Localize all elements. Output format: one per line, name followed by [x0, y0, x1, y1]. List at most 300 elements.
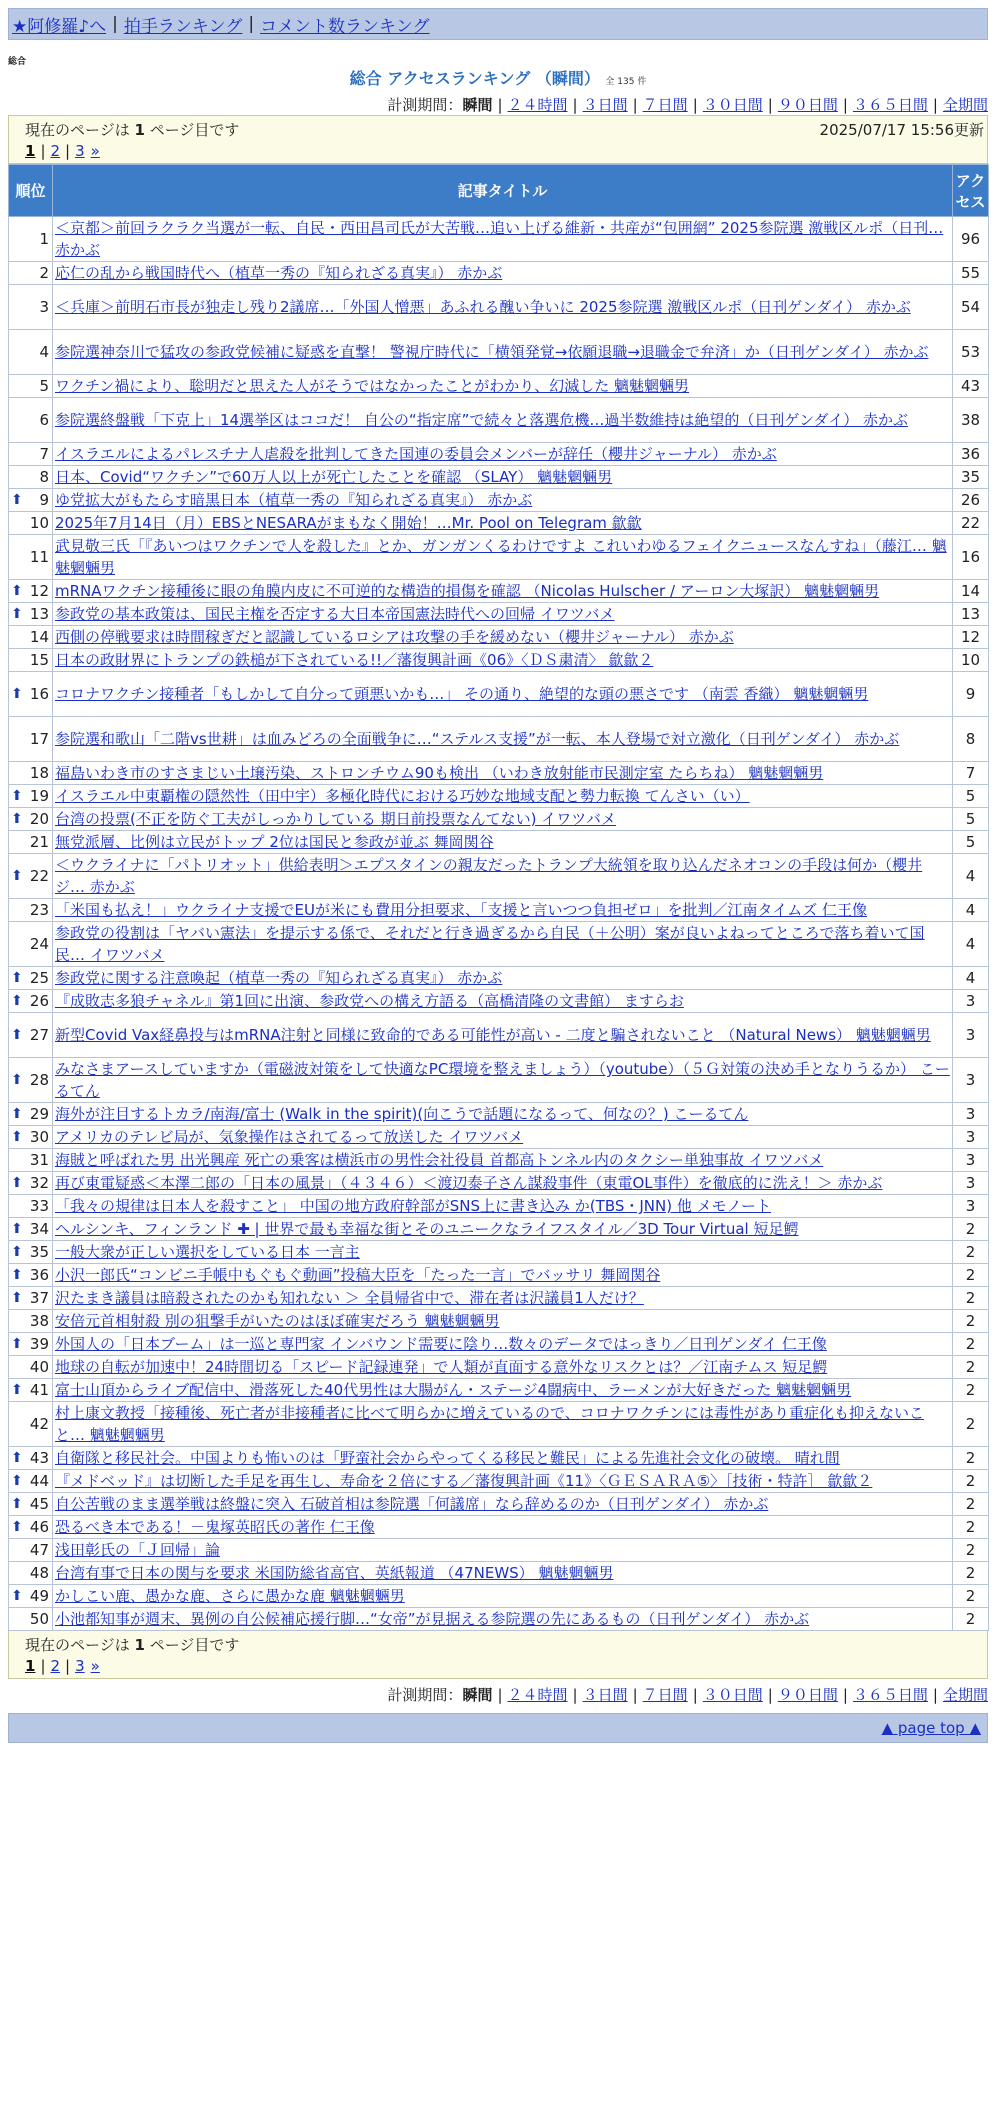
article-link[interactable]: ＜ウクライナに「パトリオット」供給表明＞エプスタインの親友だったトランプ大統領を取り込んだネオコンの手段は何か（櫻井ジ… 赤かぶ	[55, 856, 923, 896]
header-access: アクセス	[953, 165, 989, 217]
rank-cell	[9, 717, 53, 762]
up-arrow-icon: ⬆	[11, 492, 23, 508]
period-option[interactable]: ９０日間	[777, 1686, 838, 1704]
page-link[interactable]: 1	[25, 142, 36, 160]
rank-cell	[9, 466, 53, 489]
rank-cell	[9, 785, 53, 808]
table-row	[9, 990, 989, 1013]
rank-number: 33	[29, 1197, 49, 1215]
period-option[interactable]: ２４時間	[507, 96, 568, 114]
rank-cell	[9, 1310, 53, 1333]
title-cell	[53, 762, 953, 785]
period-option[interactable]: ３日間	[582, 1686, 628, 1704]
rank-cell	[9, 1516, 53, 1539]
up-arrow-icon: ⬆	[11, 993, 23, 1009]
rank-cell	[9, 854, 53, 899]
rank-cell	[9, 1379, 53, 1402]
page	[8, 8, 988, 1743]
rank-number: 18	[29, 764, 49, 782]
article-link[interactable]: mRNAワクチン接種後に眼の角膜内皮に不可逆的な構造的損傷を確認 （Nicolas Hulscher / アーロン大塚訳） 魑魅魍魎男	[55, 582, 880, 600]
page-top-link[interactable]: ▲ page top ▲	[881, 1719, 981, 1737]
period-option[interactable]: ７日間	[642, 1686, 688, 1704]
rank-cell	[9, 1356, 53, 1379]
title-cell	[53, 1264, 953, 1287]
access-count: 55	[953, 262, 989, 285]
article-link[interactable]: イスラエル中東覇権の隠然性（田中宇）多極化時代における巧妙な地域支配と勢力転換 てんさい（い）	[55, 787, 750, 805]
rank-cell	[9, 262, 53, 285]
article-link[interactable]: 参院選神奈川で猛攻の参政党候補に疑惑を直撃！ 警視庁時代に「横領発覚→依願退職→退職金で弁済」か（日刊ゲンダイ） 赤かぶ	[55, 343, 929, 361]
access-count: 26	[953, 489, 989, 512]
access-count: 38	[953, 398, 989, 443]
title-cell	[53, 899, 953, 922]
rank-number: 25	[29, 969, 49, 987]
access-count: 14	[953, 580, 989, 603]
title-cell	[53, 1402, 953, 1447]
page-title	[8, 66, 988, 89]
home-link[interactable]: ★阿修羅♪へ	[12, 16, 107, 37]
article-link[interactable]: 浅田彰氏の「Ｊ回帰」論	[55, 1541, 221, 1559]
title-cell	[53, 967, 953, 990]
up-arrow-icon: ⬆	[11, 1244, 23, 1260]
clap-ranking-link[interactable]: 拍手ランキング	[123, 16, 243, 37]
rank-cell	[9, 1013, 53, 1058]
table-row	[9, 1562, 989, 1585]
access-count: 5	[953, 785, 989, 808]
rank-cell	[9, 443, 53, 466]
article-link[interactable]: 『成敗志多狼チャネル』第1回に出演、参政党への構え方語る（高橋清隆の文書館） ますらお	[55, 992, 684, 1010]
article-link[interactable]: 参政党の役割は「ヤバい憲法」を提示する係で、それだと行き過ぎるから自民（＋公明）案が良いよねってところで落ち着いて国民… イワツバメ	[55, 924, 925, 964]
table-row	[9, 1539, 989, 1562]
table-row	[9, 1585, 989, 1608]
up-arrow-icon: ⬆	[11, 1496, 23, 1512]
period-option[interactable]: ３０日間	[702, 96, 763, 114]
up-arrow-icon: ⬆	[11, 1336, 23, 1352]
title-cell	[53, 580, 953, 603]
rank-number: 30	[29, 1128, 49, 1146]
period-option[interactable]: ３０日間	[702, 1686, 763, 1704]
title-cell	[53, 1310, 953, 1333]
period-option[interactable]: ３６５日間	[852, 1686, 928, 1704]
rank-cell	[9, 535, 53, 580]
rank-number: 21	[29, 833, 49, 851]
period-option[interactable]: 全期間	[942, 96, 988, 114]
title-cell	[53, 375, 953, 398]
up-arrow-icon: ⬆	[11, 1129, 23, 1145]
rank-number: 26	[29, 992, 49, 1010]
access-count: 54	[953, 285, 989, 330]
rank-number: 8	[39, 468, 49, 486]
rank-number: 24	[29, 935, 49, 953]
title-cell	[53, 922, 953, 967]
bottom-bar	[8, 1713, 988, 1743]
access-count: 16	[953, 535, 989, 580]
rank-number: 41	[29, 1381, 49, 1399]
table-row	[9, 1608, 989, 1631]
article-link[interactable]: 小池都知事が週末、異例の自公候補応援行脚…“女帝”が見据える参院選の先にあるもの（日刊ゲンダイ） 赤かぶ	[55, 1610, 810, 1628]
up-arrow-icon: ⬆	[11, 583, 23, 599]
rank-cell	[9, 990, 53, 1013]
rank-cell	[9, 967, 53, 990]
rank-number: 3	[39, 298, 49, 316]
table-row	[9, 1013, 989, 1058]
title-cell	[53, 1608, 953, 1631]
rank-cell	[9, 217, 53, 262]
rank-number: 48	[29, 1564, 49, 1582]
article-link[interactable]: 福島いわき市のすさまじい土壌汚染、ストロンチウム90も検出 （いわき放射能市民測定室 たらちね） 魑魅魍魎男	[55, 764, 824, 782]
table-row	[9, 1195, 989, 1218]
title-cell	[53, 285, 953, 330]
period-option[interactable]: ３日間	[582, 96, 628, 114]
period-label: 計測期間：	[387, 96, 463, 114]
table-row	[9, 967, 989, 990]
table-row	[9, 672, 989, 717]
rank-number: 29	[29, 1105, 49, 1123]
up-arrow-icon: ⬆	[11, 970, 23, 986]
article-link[interactable]: ワクチン禍により、聡明だと思えた人がそうではなかったことがわかり、幻滅した 魑魅魍魎男	[55, 377, 690, 395]
up-arrow-icon: ⬆	[11, 1519, 23, 1535]
rank-number: 28	[29, 1071, 49, 1089]
table-row	[9, 1241, 989, 1264]
title-cell	[53, 626, 953, 649]
page-link[interactable]: 3	[75, 142, 85, 160]
up-arrow-icon: ⬆	[11, 1106, 23, 1122]
rank-number: 16	[29, 685, 49, 703]
access-count: 96	[953, 217, 989, 262]
title-cell	[53, 1195, 953, 1218]
rank-cell	[9, 626, 53, 649]
article-link[interactable]: 恐るべき本である！－鬼塚英昭氏の著作 仁王像	[55, 1518, 375, 1536]
comment-ranking-link[interactable]: コメント数ランキング	[260, 16, 430, 37]
table-row	[9, 1103, 989, 1126]
access-count: 3	[953, 1126, 989, 1149]
page-link[interactable]: 1	[25, 1657, 36, 1675]
rank-number: 36	[29, 1266, 49, 1284]
table-row	[9, 1172, 989, 1195]
title-cell	[53, 489, 953, 512]
article-link[interactable]: 西側の停戦要求は時間稼ぎだと認識しているロシアは攻撃の手を緩めない（櫻井ジャーナル） 赤かぶ	[55, 628, 734, 646]
title-cell	[53, 785, 953, 808]
rank-number: 12	[29, 582, 49, 600]
article-link[interactable]: みなさまアースしていますか（電磁波対策をして快適なPC環境を整えましょう）（youtube）（５Ｇ対策の決め手となりうるか） こーるてん	[55, 1060, 950, 1100]
up-arrow-icon: ⬆	[11, 686, 23, 702]
table-row	[9, 1126, 989, 1149]
rank-number: 40	[29, 1358, 49, 1376]
title-cell	[53, 649, 953, 672]
article-link[interactable]: 外国人の「日本ブーム」は一巡と専門家 インバウンド需要に陰り…数々のデータではっきり／日刊ゲンダイ 仁王像	[55, 1335, 827, 1353]
title-cell	[53, 672, 953, 717]
table-row	[9, 1218, 989, 1241]
access-count: 3	[953, 1013, 989, 1058]
pager-top: 1 | 2 | 3 »	[25, 142, 100, 160]
up-arrow-icon: ⬆	[11, 1267, 23, 1283]
rank-cell	[9, 398, 53, 443]
rank-cell	[9, 1058, 53, 1103]
table-row	[9, 285, 989, 330]
access-count: 2	[953, 1516, 989, 1539]
article-link[interactable]: 再び東電疑惑＜本澤二郎の「日本の風景」（４３４６）＜渡辺泰子さん謀殺事件（東電OL事件）を徹底的に洗え！＞ 赤かぶ	[55, 1174, 883, 1192]
rank-cell	[9, 1172, 53, 1195]
article-link[interactable]: 村上康文教授「接種後、死亡者が非接種者に比べて明らかに増えているので、コロナワクチンには毒性があり重症化も抑えないこと… 魑魅魍魎男	[55, 1404, 924, 1444]
title-cell	[53, 1013, 953, 1058]
rank-number: 47	[29, 1541, 49, 1559]
title-cell	[53, 443, 953, 466]
table-row	[9, 1356, 989, 1379]
article-link[interactable]: 武見敬三氏「『あいつはワクチンで人を殺した』とか、ガンガンくるわけですよ これいわゆるフェイクニュースなんすね」（藤江… 魑魅魍魎男	[55, 537, 947, 577]
table-row	[9, 443, 989, 466]
table-row	[9, 1402, 989, 1447]
rank-number: 17	[29, 730, 49, 748]
article-link[interactable]: ＜兵庫＞前明石市長が独走し残り2議席…「外国人憎悪」あふれる醜い争いに 2025参院選 激戦区ルポ（日刊ゲンダイ） 赤かぶ	[55, 298, 911, 316]
period-selector-bottom: 計測期間：瞬間 | ２４時間 | ３日間 | ７日間 | ３０日間 | ９０日間 | ３６５日間 | 全期間	[387, 1686, 988, 1704]
rank-number: 42	[29, 1415, 49, 1433]
rank-cell	[9, 603, 53, 626]
title-cell	[53, 1539, 953, 1562]
period-selector-top: 計測期間：瞬間 | ２４時間 | ３日間 | ７日間 | ３０日間 | ９０日間 | ３６５日間 | 全期間	[387, 96, 988, 114]
title-cell	[53, 330, 953, 375]
access-count: 3	[953, 1103, 989, 1126]
article-link[interactable]: 『メドベッド』は切断した手足を再生し、寿命を２倍にする／藩復興計画《11》〈ＧＥＳＡＲＡ⑤〉［技術・特許］ 歙歙２	[55, 1472, 873, 1490]
rank-number: 38	[29, 1312, 49, 1330]
access-count: 53	[953, 330, 989, 375]
current-page-text: 現在のページは 1 ページ目です	[25, 120, 240, 139]
access-count: 2	[953, 1447, 989, 1470]
article-link[interactable]: 無党派層、比例は立民がトップ 2位は国民と参政が並ぶ 舞岡関谷	[55, 833, 494, 851]
article-link[interactable]: 参政党に関する注意喚起（植草一秀の『知られざる真実』） 赤かぶ	[55, 969, 503, 987]
rank-number: 49	[29, 1587, 49, 1605]
top-nav-bar: ★阿修羅♪へ | 拍手ランキング | コメント数ランキング	[8, 8, 988, 40]
access-count: 35	[953, 466, 989, 489]
table-row	[9, 1058, 989, 1103]
table-row	[9, 398, 989, 443]
title-cell	[53, 831, 953, 854]
article-link[interactable]: 沢たまき議員は暗殺されたのかも知れない ＞ 全員帰省中で、滞在者は沢議員1人だけ？	[55, 1289, 644, 1307]
access-count: 10	[953, 649, 989, 672]
period-option[interactable]: ９０日間	[777, 96, 838, 114]
access-count: 4	[953, 854, 989, 899]
access-count: 36	[953, 443, 989, 466]
access-count: 12	[953, 626, 989, 649]
page-link[interactable]: 2	[50, 1657, 61, 1675]
updated-time: 2025/07/17 15:56更新	[819, 120, 984, 139]
table-row	[9, 535, 989, 580]
table-row	[9, 1470, 989, 1493]
access-count: 2	[953, 1310, 989, 1333]
rank-cell	[9, 375, 53, 398]
rank-number: 44	[29, 1472, 49, 1490]
title-cell	[53, 808, 953, 831]
table-row	[9, 922, 989, 967]
rank-cell	[9, 1126, 53, 1149]
access-count: 5	[953, 831, 989, 854]
rank-cell	[9, 1447, 53, 1470]
rank-number: 35	[29, 1243, 49, 1261]
access-count: 2	[953, 1470, 989, 1493]
table-row	[9, 808, 989, 831]
access-count: 2	[953, 1493, 989, 1516]
table-row	[9, 330, 989, 375]
period-option[interactable]: ３６５日間	[852, 96, 928, 114]
article-link[interactable]: 富士山頂からライブ配信中、滑落死した40代男性は大腸がん・ステージ4闘病中、ラーメンが大好きだった 魑魅魍魎男	[55, 1381, 852, 1399]
access-count: 7	[953, 762, 989, 785]
title-cell	[53, 990, 953, 1013]
article-link[interactable]: 「米国も払え！」ウクライナ支援でEUが米にも費用分担要求、「支援と言いつつ負担ゼロ」を批判／江南タイムズ 仁王像	[55, 901, 867, 919]
article-link[interactable]: 2025年7月14日（月）EBSとNESARAがまもなく開始！…Mr. Pool on Telegram 歙歙	[55, 514, 642, 532]
page-link[interactable]: 2	[50, 142, 61, 160]
article-link[interactable]: 地球の自転が加速中！24時間切る「スピード記録連発」で人類が直面する意外なリスクとは？／江南チムス 短足鰐	[55, 1358, 828, 1376]
rank-cell	[9, 1149, 53, 1172]
period-option[interactable]: 全期間	[942, 1686, 988, 1704]
title-cell	[53, 1172, 953, 1195]
rank-number: 7	[39, 445, 49, 463]
title-cell	[53, 1058, 953, 1103]
access-count: 2	[953, 1379, 989, 1402]
title-cell	[53, 1562, 953, 1585]
table-row	[9, 626, 989, 649]
table-row	[9, 1287, 989, 1310]
title-cell	[53, 1356, 953, 1379]
access-count: 3	[953, 1149, 989, 1172]
table-row	[9, 899, 989, 922]
access-count: 2	[953, 1218, 989, 1241]
table-row	[9, 1333, 989, 1356]
access-count: 13	[953, 603, 989, 626]
rank-cell	[9, 1608, 53, 1631]
table-row	[9, 1493, 989, 1516]
up-arrow-icon: ⬆	[11, 1290, 23, 1306]
rank-cell	[9, 1470, 53, 1493]
article-link[interactable]: ヘルシンキ、フィンランド ✚ | 世界で最も幸福な街とそのユニークなライフスタイル／3D Tour Virtual 短足鰐	[55, 1220, 799, 1238]
access-count: 2	[953, 1562, 989, 1585]
title-cell	[53, 1493, 953, 1516]
next-page-link[interactable]: »	[90, 142, 100, 160]
access-count: 2	[953, 1333, 989, 1356]
period-option[interactable]: ２４時間	[507, 1686, 568, 1704]
article-link[interactable]: 小沢一郎氏“コンビニ手帳中もぐもぐ動画”投稿大臣を「たった一言」でバッサリ 舞岡関谷	[55, 1266, 661, 1284]
rank-number: 31	[29, 1151, 49, 1169]
article-link[interactable]: 海外が注目するトカラ/南海/富士 (Walk in the spirit)(向こうで話題になるって、何なの？) こーるてん	[55, 1105, 749, 1123]
rank-cell	[9, 831, 53, 854]
rank-number: 11	[29, 548, 49, 566]
rank-number: 19	[29, 787, 49, 805]
table-row	[9, 1310, 989, 1333]
article-link[interactable]: 一般大衆が正しい選択をしている日本 一言主	[55, 1243, 360, 1261]
rank-cell	[9, 1402, 53, 1447]
access-count: 3	[953, 1058, 989, 1103]
article-link[interactable]: 参政党の基本政策は、国民主権を否定する大日本帝国憲法時代への回帰 イワツバメ	[55, 605, 615, 623]
access-count: 8	[953, 717, 989, 762]
article-link[interactable]: 日本、Covid“ワクチン”で60万人以上が死亡したことを確認 （SLAY） 魑魅魍魎男	[55, 468, 613, 486]
next-page-link[interactable]: »	[90, 1657, 100, 1675]
article-link[interactable]: 自公苦戦のまま選挙戦は終盤に突入 石破首相は参院選「何議席」なら辞めるのか（日刊ゲンダイ） 赤かぶ	[55, 1495, 769, 1513]
rank-cell	[9, 489, 53, 512]
article-link[interactable]: ＜京都＞前回ラクラク当選が一転、自民・西田昌司氏が大苦戦…追い上げる維新・共産が“包囲網” 2025参院選 激戦区ルポ（日刊… 赤かぶ	[55, 219, 944, 259]
title-cell	[53, 1287, 953, 1310]
title-cell	[53, 1379, 953, 1402]
rank-cell	[9, 1241, 53, 1264]
article-link[interactable]: 応仁の乱から戦国時代へ（植草一秀の『知られざる真実』） 赤かぶ	[55, 264, 503, 282]
up-arrow-icon: ⬆	[11, 1175, 23, 1191]
access-count: 3	[953, 1172, 989, 1195]
rank-number: 6	[39, 411, 49, 429]
rank-cell	[9, 1562, 53, 1585]
article-link[interactable]: 台湾の投票(不正を防ぐ工夫がしっかりしている 期日前投票なんてない) イワツバメ	[55, 810, 616, 828]
rank-cell	[9, 285, 53, 330]
rank-cell	[9, 1493, 53, 1516]
article-link[interactable]: 新型Covid Vax経鼻投与はmRNA注射と同様に致命的である可能性が高い - 二度と騙されないこと （Natural News） 魑魅魍魎男	[55, 1026, 931, 1044]
title-cell	[53, 717, 953, 762]
rank-number: 1	[39, 230, 49, 248]
article-link[interactable]: 自衛隊と移民社会。中国よりも怖いのは「野蛮社会からやってくる移民と難民」による先進社会文化の破壊。 晴れ間	[55, 1449, 840, 1467]
rank-cell	[9, 1264, 53, 1287]
rank-number: 15	[29, 651, 49, 669]
up-arrow-icon: ⬆	[11, 868, 23, 884]
article-link[interactable]: 参院選和歌山「二階vs世耕」は血みどろの全面戦争に…“ステルス支援”が一転、本人登場で対立激化（日刊ゲンダイ） 赤かぶ	[55, 730, 900, 748]
access-count: 3	[953, 990, 989, 1013]
table-row	[9, 603, 989, 626]
period-option[interactable]: ７日間	[642, 96, 688, 114]
article-link[interactable]: 安倍元首相射殺 別の狙撃手がいたのはほぼ確実だろう 魑魅魍魎男	[55, 1312, 500, 1330]
table-row	[9, 1264, 989, 1287]
period-option: 瞬間	[462, 1686, 493, 1704]
access-count: 2	[953, 1402, 989, 1447]
title-cell	[53, 1218, 953, 1241]
current-page-text: 現在のページは 1 ページ目です	[25, 1635, 240, 1654]
title-cell	[53, 217, 953, 262]
table-row	[9, 717, 989, 762]
table-row	[9, 649, 989, 672]
article-link[interactable]: 海賊と呼ばれた男 出光興産 死亡の乗客は横浜市の男性会社役員 首都高トンネル内のタクシー単独事故 イワツバメ	[55, 1151, 824, 1169]
table-row	[9, 489, 989, 512]
up-arrow-icon: ⬆	[11, 1382, 23, 1398]
article-link[interactable]: アメリカのテレビ局が、気象操作はされてるって放送した イワツバメ	[55, 1128, 524, 1146]
table-row	[9, 512, 989, 535]
access-count: 2	[953, 1356, 989, 1379]
article-link[interactable]: ゆ党拡大がもたらす暗黒日本（植草一秀の『知られざる真実』） 赤かぶ	[55, 491, 533, 509]
rank-number: 43	[29, 1449, 49, 1467]
article-link[interactable]: 参院選終盤戦「下克上」14選挙区はココだ！ 自公の“指定席”で続々と落選危機…過半数維持は絶望的（日刊ゲンダイ） 赤かぶ	[55, 411, 908, 429]
article-link[interactable]: 「我々の規律は日本人を殺すこと」 中国の地方政府幹部がSNS上に書き込み か(TBS・JNN) 他 メモノート	[55, 1197, 772, 1215]
access-count: 9	[953, 672, 989, 717]
table-row	[9, 1379, 989, 1402]
title-cell	[53, 854, 953, 899]
table-row	[9, 375, 989, 398]
article-link[interactable]: かしこい鹿、愚かな鹿、さらに愚かな鹿 魑魅魍魎男	[55, 1587, 405, 1605]
access-count: 4	[953, 899, 989, 922]
access-count: 5	[953, 808, 989, 831]
title-cell	[53, 512, 953, 535]
ranking-table	[8, 164, 989, 1631]
rank-cell	[9, 808, 53, 831]
up-arrow-icon: ⬆	[11, 1072, 23, 1088]
rank-cell	[9, 672, 53, 717]
rank-number: 10	[29, 514, 49, 532]
table-row	[9, 785, 989, 808]
access-count: 2	[953, 1287, 989, 1310]
article-link[interactable]: 台湾有事で日本の関与を要求 米国防総省高官、英紙報道 （47NEWS） 魑魅魍魎男	[55, 1564, 614, 1582]
article-link[interactable]: 日本の政財界にトランプの鉄槌が下されている!!／藩復興計画《06》〈ＤＳ粛清〉 歙歙２	[55, 651, 654, 669]
article-link[interactable]: コロナワクチン接種者「もしかして自分って頭悪いかも…」 その通り、絶望的な頭の悪さです （南雲 香織） 魑魅魍魎男	[55, 685, 869, 703]
rank-number: 50	[29, 1610, 49, 1628]
title-cell	[53, 1447, 953, 1470]
ranking-title: 総合 アクセスランキング （瞬間）	[349, 69, 600, 88]
rank-cell	[9, 1539, 53, 1562]
rank-cell	[9, 512, 53, 535]
rank-cell	[9, 580, 53, 603]
article-link[interactable]: イスラエルによるパレスチナ人虐殺を批判してきた国連の委員会メンバーが辞任（櫻井ジャーナル） 赤かぶ	[55, 445, 777, 463]
rank-number: 39	[29, 1335, 49, 1353]
rank-number: 37	[29, 1289, 49, 1307]
page-link[interactable]: 3	[75, 1657, 85, 1675]
